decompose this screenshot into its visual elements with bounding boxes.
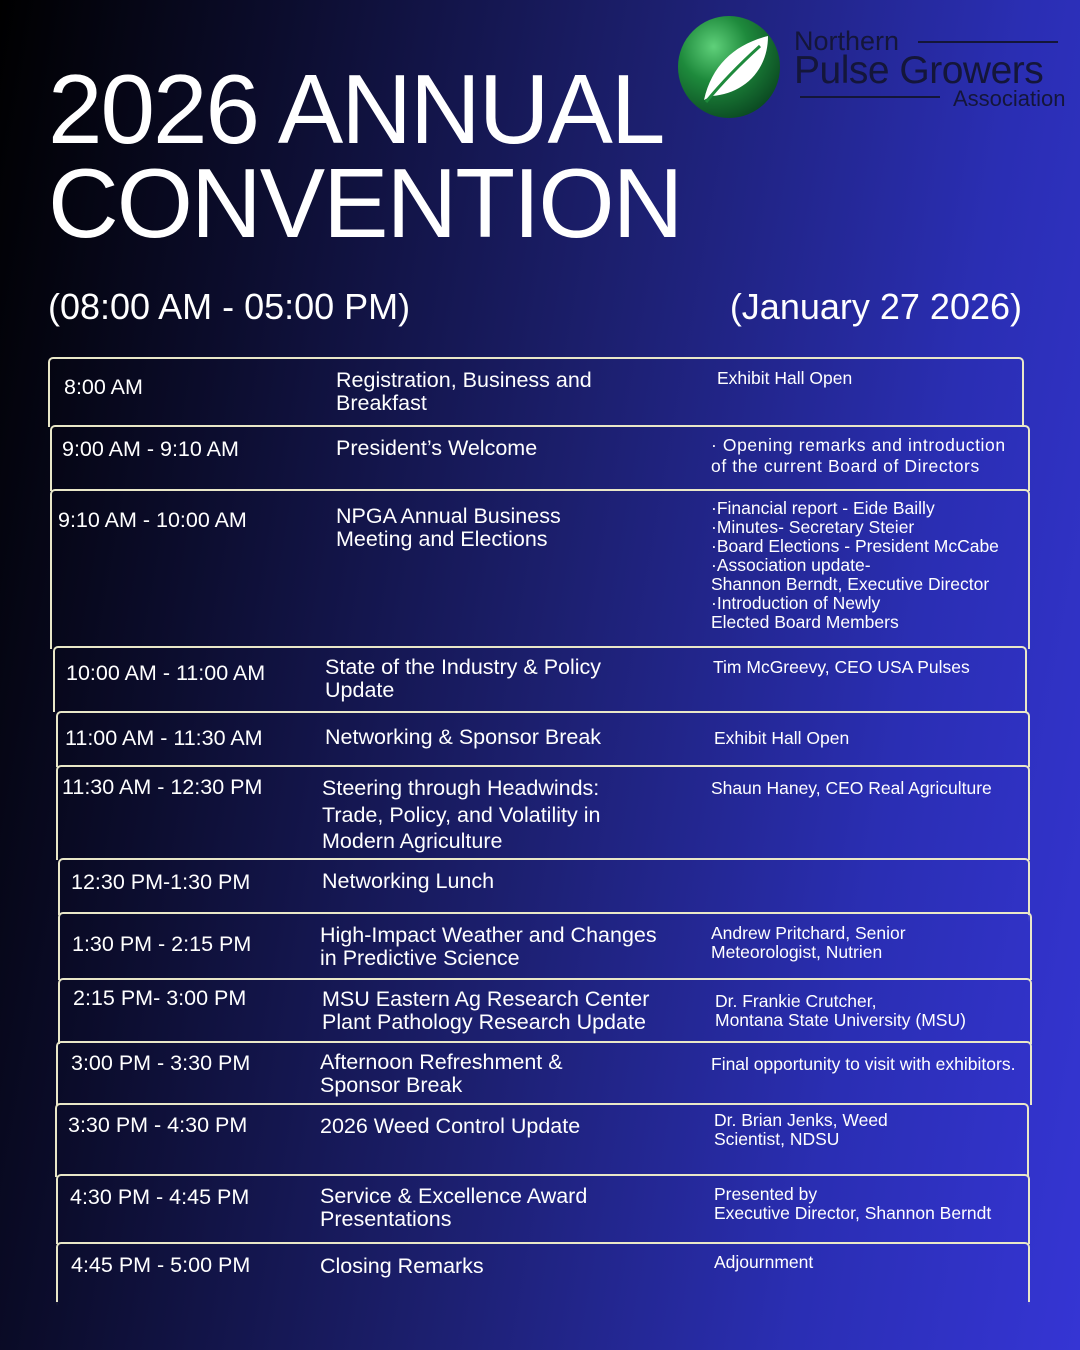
logo-line-3: Association	[953, 86, 1066, 111]
row-detail: Adjournment	[714, 1252, 814, 1272]
row-time: 4:45 PM - 5:00 PM	[71, 1253, 251, 1277]
schedule-row	[56, 1041, 1032, 1105]
row-event: Afternoon Refreshment & Sponsor Break	[320, 1050, 563, 1097]
row-time: 10:00 AM - 11:00 AM	[66, 661, 266, 685]
row-event: Closing Remarks	[320, 1254, 484, 1278]
row-event: 2026 Weed Control Update	[320, 1114, 581, 1138]
organization-logo	[794, 26, 1070, 118]
schedule-row	[50, 489, 1030, 649]
row-detail: Dr. Frankie Crutcher, Montana State University (MSU)	[715, 991, 966, 1030]
row-event: President’s Welcome	[336, 436, 538, 460]
row-time: 8:00 AM	[64, 375, 143, 399]
row-event: Registration, Business and Breakfast	[336, 368, 592, 415]
row-event: State of the Industry & Policy Update	[325, 655, 602, 702]
row-event: Networking & Sponsor Break	[325, 725, 602, 749]
row-time: 1:30 PM - 2:15 PM	[72, 932, 252, 956]
row-time: 2:15 PM- 3:00 PM	[73, 986, 247, 1010]
event-hours: (08:00 AM - 05:00 PM)	[48, 286, 411, 327]
row-detail: Presented by Executive Director, Shannon Berndt	[714, 1184, 992, 1223]
row-time: 12:30 PM-1:30 PM	[71, 870, 251, 894]
row-detail: · Opening remarks and introduction of the current Board of Directors	[711, 435, 1006, 476]
schedule-row	[50, 425, 1030, 491]
row-time: 11:00 AM - 11:30 AM	[65, 726, 263, 750]
row-detail: Exhibit Hall Open	[717, 368, 853, 388]
title-line-2: CONVENTION	[48, 148, 682, 258]
schedule-row	[48, 357, 1024, 427]
row-detail: Andrew Pritchard, Senior Meteorologist, Nutrien	[711, 923, 906, 962]
row-detail: Dr. Brian Jenks, Weed Scientist, NDSU	[714, 1110, 888, 1149]
logo-divider	[918, 41, 1058, 43]
leaf-icon	[676, 14, 782, 120]
logo-line-2: Pulse Growers	[794, 49, 1044, 92]
schedule-row	[53, 646, 1027, 712]
page-title	[48, 54, 682, 258]
schedule-row	[58, 858, 1030, 915]
row-time: 9:10 AM - 10:00 AM	[58, 508, 247, 532]
schedule-row	[56, 1174, 1030, 1244]
schedule-row	[56, 765, 1030, 860]
logo-line-1: Northern	[794, 26, 900, 56]
row-event: MSU Eastern Ag Research Center Plant Pathology Research Update	[322, 987, 650, 1034]
row-time: 4:30 PM - 4:45 PM	[70, 1185, 250, 1209]
schedule-row	[55, 1103, 1029, 1177]
row-detail: ·Financial report - Eide Bailly ·Minutes- Secretary Steier ·Board Elections - President McCabe ·Association update- Shannon Berndt, Executive Director ·Introduction of Newly Elected Board Members	[711, 498, 999, 632]
schedule-row	[56, 711, 1030, 767]
row-time: 11:30 AM - 12:30 PM	[62, 775, 263, 799]
row-detail: Shaun Haney, CEO Real Agriculture	[711, 778, 992, 798]
row-event: Service & Excellence Award Presentations	[320, 1184, 588, 1231]
row-event: Networking Lunch	[322, 869, 495, 893]
event-date: (January 27 2026)	[729, 286, 1022, 327]
row-time: 9:00 AM - 9:10 AM	[62, 437, 239, 461]
row-time: 3:30 PM - 4:30 PM	[68, 1113, 248, 1137]
schedule-row	[56, 1242, 1030, 1302]
row-event: NPGA Annual Business Meeting and Elections	[336, 504, 561, 551]
logo-divider	[800, 96, 940, 98]
row-detail: Exhibit Hall Open	[714, 728, 850, 748]
schedule-row	[58, 912, 1032, 980]
title-line-1: 2026 ANNUAL	[48, 54, 664, 164]
row-event: Steering through Headwinds: Trade, Policy, and Volatility in Modern Agriculture	[322, 776, 601, 853]
schedule-row	[58, 978, 1032, 1044]
row-detail: Final opportunity to visit with exhibitors.	[711, 1054, 1016, 1074]
row-time: 3:00 PM - 3:30 PM	[71, 1051, 251, 1075]
row-detail: Tim McGreevy, CEO USA Pulses	[713, 657, 970, 677]
row-event: High-Impact Weather and Changes in Predictive Science	[320, 923, 657, 970]
